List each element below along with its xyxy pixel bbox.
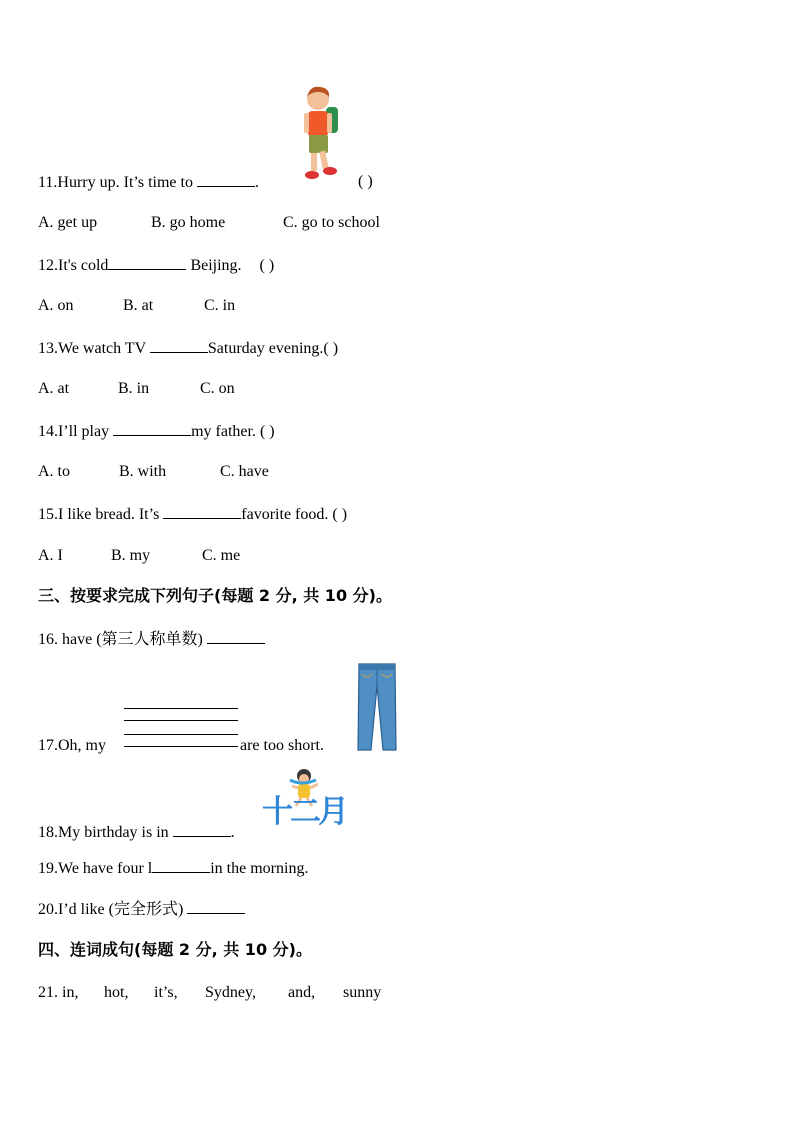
word: hot, [104,984,129,1001]
option-c: C. me [202,547,241,564]
option-a: A. on [38,297,74,314]
question-14: 14.I’ll play my father. ( ) [38,423,275,440]
section-3-heading: 三、按要求完成下列句子(每题 2 分, 共 10 分)。 [38,586,392,605]
option-c: C. go to school [283,214,380,231]
option-c: C. in [204,297,236,314]
answer-paren[interactable]: ( ) [358,173,373,190]
option-b: B. in [118,380,150,397]
answer-blank[interactable] [152,858,210,873]
answer-paren[interactable]: ( ) [259,423,275,440]
boy-with-backpack-image [296,85,344,183]
question-14-options [38,462,269,482]
question-15-options [38,546,240,566]
answer-blank[interactable] [173,822,231,837]
answer-blank[interactable] [108,255,186,270]
option-b: B. go home [151,214,226,231]
question-13: 13.We watch TV Saturday evening.( ) [38,340,339,357]
option-b: B. my [111,547,151,564]
answer-blank[interactable] [150,338,208,353]
answer-blank[interactable] [197,172,255,187]
month-label: 十二月 [262,794,346,830]
word: it’s, [154,984,178,1001]
option-a: A. at [38,380,70,397]
section-4-heading: 四、连词成句(每题 2 分, 共 10 分)。 [38,940,312,959]
answer-blank[interactable] [207,629,265,644]
question-12-options [38,296,235,316]
option-a: A. to [38,463,70,480]
answer-paren[interactable]: ( ) [259,257,275,274]
option-c: C. on [200,380,235,397]
answer-paren[interactable]: ( ) [323,340,339,357]
word: Sydney, [205,984,256,1001]
question-20: 20.I’d like (完全形式) [38,899,245,920]
question-13-options [38,379,235,399]
question-12: 12.It's cold Beijing. ( ) [38,257,275,274]
word: sunny [343,984,382,1001]
option-b: B. with [119,463,167,480]
jeans-image [356,662,398,752]
question-19: 19.We have four l in the morning. [38,860,309,877]
question-21: 21. in, hot, it’s, Sydney, and, sunny [38,984,382,1001]
answer-blank[interactable] [113,421,191,436]
option-b: B. at [123,297,154,314]
question-15: 15.I like bread. It’s favorite food. ( ) [38,506,348,523]
question-18: 18.My birthday is in . [38,824,235,841]
question-11-options [38,213,380,233]
answer-paren[interactable]: ( ) [332,506,348,523]
option-a: A. get up [38,214,98,231]
question-16: 16. have (第三人称单数) [38,629,265,650]
word: in, [62,984,79,1001]
december-image [262,766,358,838]
option-c: C. have [220,463,269,480]
answer-blank[interactable] [187,899,245,914]
word: and, [288,984,316,1001]
question-11: 11.Hurry up. It’s time to . ( ) [38,173,373,191]
question-17: 17.Oh, my are too short. [38,737,324,754]
option-a: A. I [38,547,63,564]
answer-blank[interactable] [163,504,241,519]
